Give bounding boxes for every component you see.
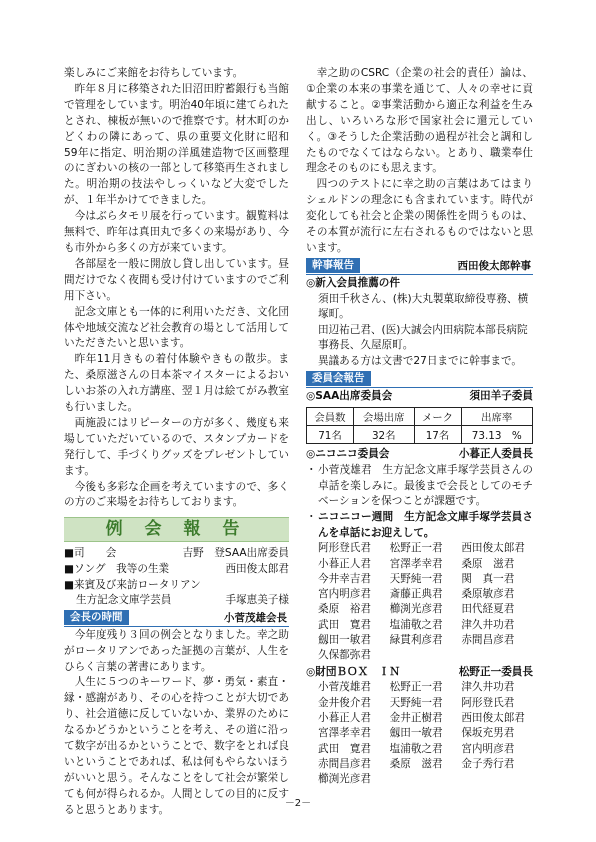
secretary-name: 西田俊太郎幹事 bbox=[457, 260, 531, 273]
left-column bbox=[64, 66, 289, 819]
member-name: 関 真一君 bbox=[461, 572, 515, 585]
role-value: 西田俊太郎君 bbox=[225, 562, 289, 575]
paragraph: 昨年11月きもの着付体験やきもの散歩。また、桑原滋さんの日本茶マイスターによるおいしいお茶の入れ方講座、翌１月は絵てがみ教室も行いました。 bbox=[64, 353, 289, 414]
president-name: 小菅茂雄会長 bbox=[224, 612, 287, 625]
member-name: 津久井功君 bbox=[461, 618, 515, 631]
member-name: 西田俊太郎君 bbox=[461, 711, 525, 724]
attendance-header-cell: 出席率 bbox=[461, 408, 533, 426]
attendance-header-row bbox=[307, 408, 533, 426]
niconico-item bbox=[306, 463, 533, 510]
president-section-tag: 会長の時間 bbox=[64, 610, 129, 625]
member-name: 櫛渕光彦君 bbox=[389, 603, 443, 616]
paragraph: 人生に５つのキーワード、夢・勇気・素直・縁・感謝があり、その心を持つことが大切であり、社会道徳に反していないか、業界のためになるかどうかということを考え、その道に沿って数字が出るかということで、数字をとれば良いということであれば、私は何もやらないほうがいいと思う。そんなことをして社会が繁栄しても何が得られるか。人間としての目的に反すると思うとあります。 bbox=[64, 676, 289, 816]
saa-committee-header bbox=[306, 389, 533, 405]
member-name: 赤間昌彦君 bbox=[318, 757, 371, 770]
niconico-item bbox=[306, 510, 533, 541]
meeting-roles bbox=[64, 546, 289, 593]
attendance-header-cell: 会員数 bbox=[307, 408, 354, 426]
attendance-value-cell: 32名 bbox=[354, 426, 415, 444]
member-name: 金井正樹君 bbox=[389, 711, 443, 724]
member-name: 松野正一君 bbox=[389, 542, 443, 555]
member-name: 桑原 滋君 bbox=[461, 557, 515, 570]
saa-committee-member: 須田羊子委員 bbox=[469, 389, 533, 402]
secretary-lines bbox=[306, 292, 533, 370]
attendance-value-cell: 71名 bbox=[307, 426, 354, 444]
attendance-table bbox=[306, 407, 533, 444]
guest-label: 生方記念文庫学芸員 bbox=[76, 594, 172, 607]
member-name: 武田 寛君 bbox=[318, 618, 371, 631]
right-column bbox=[306, 66, 533, 787]
member-name: 津久井功君 bbox=[461, 681, 515, 694]
paragraph: 昨年８月に移築された旧沼田貯蓄銀行も当館で管理をしています。明治40年頃に建てられたとされ、棟板が無いので推察です。材木町のかどくわの隣にあって、県の重要文化財に昭和59年に指定、明治期の洋風建造物で区画整理のにぎわいの核の一部として移築再生されました。明治期の技法やしっくいなど大変でしたが、１年半かけてできました。 bbox=[64, 82, 289, 207]
paragraph: 幸之助のCSRC（企業の社会的責任）論は、①企業の本来の事業を通じて、人々の幸せに貢献すること。②事業活動から適正な利益を生み出し、いろいろな形で国家社会に還元していく。③そうした企業活動の過程が社会と調和したものでなくてはならない。とあり、職業奉仕理念そのものにも思えます。 bbox=[306, 67, 533, 175]
attendance-header-cell: 会場出席 bbox=[354, 408, 415, 426]
member-name: 宮内明彦君 bbox=[318, 588, 371, 601]
niconico-item-text: ニコニコー週間 生方記念文庫手塚学芸員さんを卓話にお迎えして。 bbox=[318, 511, 533, 539]
guest-row bbox=[64, 593, 289, 609]
secretary-line: 須田千秋さん、(株)大丸製菓取締役専務、横塚町。 bbox=[318, 292, 529, 321]
paragraph: 記念文庫とも一体的に利用いただき、文化団体や地域交流など社会教育の場として活用していただきたいと思います。 bbox=[64, 305, 289, 350]
member-name bbox=[461, 772, 533, 787]
bullet: ・ bbox=[306, 464, 317, 477]
member-name: 小暮正人君 bbox=[318, 557, 371, 570]
niconico-items bbox=[306, 463, 533, 541]
right-intro-text bbox=[306, 66, 533, 257]
paragraph: 四つのテストにに幸之助の言葉はあてはまりシェルドンの理念にも含まれています。時代が変化しても社会と企業の関係性を問うものは、その本質が流行に左右されるものではないと思います。 bbox=[306, 178, 533, 254]
meeting-report-banner: 例 会 報 告 bbox=[64, 517, 289, 542]
paragraph: 今年度残り３回の例会となりました。幸之助がロータリアンであった証拠の言葉が、人生をひらく言葉の著書にあります。 bbox=[64, 628, 289, 673]
role-label: ■司 会 bbox=[64, 547, 117, 560]
member-name: 武田 寛君 bbox=[318, 742, 371, 755]
saa-committee-title: ◎SAA出席委員会 bbox=[306, 389, 393, 402]
left-intro-text bbox=[64, 66, 289, 511]
niconico-committee-title: ◎ニコニコ委員会 bbox=[306, 448, 390, 461]
member-name: 斎藤正典君 bbox=[389, 588, 443, 601]
secretary-line: 異議ある方は文書で27日までに幹事まで。 bbox=[318, 355, 522, 368]
member-name: 櫛渕光彦君 bbox=[318, 773, 371, 786]
member-name: 金子秀行君 bbox=[461, 757, 515, 770]
secretary-section-tag: 幹事報告 bbox=[306, 258, 360, 273]
paragraph: 今はぶらタモリ展を行っています。観覧料は無料で、昨年は真田丸で多くの来場があり、今も市外から多くの方が来ています。 bbox=[64, 210, 289, 254]
role-value: 吉野 登SAA出席委員 bbox=[182, 547, 289, 560]
member-name: 久保都弥君 bbox=[318, 649, 371, 662]
member-name: 田代経夏君 bbox=[461, 603, 515, 616]
attendance-value-cell: 17名 bbox=[414, 426, 461, 444]
paragraph: 今後も多彩な企画を考えていますので、多くの方のご来場をお待ちしております。 bbox=[64, 480, 289, 509]
role-row bbox=[64, 546, 289, 562]
paragraph: 両施設にはリピーターの方が多く、幾度も来場していただいているので、スタンプカードを発行して、手づくりグッズをプレゼントしています。 bbox=[64, 416, 289, 477]
committee-section-tag: 委員会報告 bbox=[306, 371, 371, 386]
member-name: 天野純一君 bbox=[389, 572, 443, 585]
member-name: 小暮正人君 bbox=[318, 711, 371, 724]
committee-section-header bbox=[306, 371, 533, 388]
president-section-header bbox=[64, 610, 289, 627]
box-names bbox=[306, 680, 533, 787]
member-name: 金井俊介君 bbox=[318, 696, 371, 709]
box-committee-title: ◎財団ＢＯＸ ＩＮ bbox=[306, 665, 400, 678]
paragraph: 楽しみにご来館をお待ちしています。 bbox=[64, 67, 244, 79]
secretary-topic: ◎新入会員推薦の件 bbox=[306, 276, 400, 289]
niconico-committee-header bbox=[306, 447, 533, 463]
member-name: 緑貫利彦君 bbox=[389, 633, 443, 646]
member-name: 今井幸吉君 bbox=[318, 572, 371, 585]
niconico-item-text: 小菅茂雄君 生方記念文庫手塚学芸員さんの卓話を楽しみに。最後まで会長としてのモチベーションを保つことが課題です。 bbox=[318, 464, 533, 508]
bullet: ・ bbox=[306, 511, 317, 524]
member-name: 阿形登氏君 bbox=[318, 542, 371, 555]
member-name: 桑原敏彦君 bbox=[461, 588, 515, 601]
box-committee-chair: 松野正一委員長 bbox=[458, 665, 533, 678]
member-name: 宮澤孝幸君 bbox=[389, 557, 443, 570]
page-number: －2－ bbox=[284, 798, 312, 809]
member-name: 小菅茂雄君 bbox=[318, 681, 371, 694]
member-name bbox=[390, 648, 462, 663]
member-name: 劔田一敏君 bbox=[318, 633, 371, 646]
attendance-value-row bbox=[307, 426, 533, 444]
secretary-line: 田辺祐己君、(医)大誠会内田病院本部長病院事務長、久屋原町。 bbox=[318, 323, 528, 352]
role-row bbox=[64, 562, 289, 578]
box-committee-header bbox=[306, 665, 533, 681]
attendance-value-cell: 73.13 % bbox=[461, 426, 533, 444]
secretary-section-header bbox=[306, 258, 533, 275]
member-name: 桑原 裕君 bbox=[318, 603, 371, 616]
member-name: 西田俊太郎君 bbox=[461, 542, 525, 555]
paragraph: 各部屋を一般に開放し貸し出しています。昼間だけでなく夜間も受け付けていますのでご利用下さい。 bbox=[64, 257, 289, 302]
member-name: 桑原 滋君 bbox=[389, 757, 443, 770]
member-name bbox=[461, 648, 533, 663]
member-name: 保坂充男君 bbox=[461, 727, 515, 740]
member-name: 宮澤孝幸君 bbox=[318, 727, 371, 740]
member-name: 松野正一君 bbox=[389, 681, 443, 694]
member-name: 劔田一敏君 bbox=[389, 727, 443, 740]
role-row bbox=[64, 578, 289, 594]
niconico-committee-chair: 小暮正人委員長 bbox=[458, 448, 533, 461]
member-name: 宮内明彦君 bbox=[461, 742, 515, 755]
member-name: 阿形登氏君 bbox=[461, 696, 515, 709]
niconico-names bbox=[306, 541, 533, 663]
member-name: 赤間昌彦君 bbox=[461, 633, 515, 646]
role-label: ■来賓及び来訪ロータリアン bbox=[64, 578, 201, 591]
member-name: 塩浦敬之君 bbox=[389, 618, 443, 631]
member-name: 天野純一君 bbox=[389, 696, 443, 709]
role-label: ■ソング 我等の生業 bbox=[64, 562, 170, 575]
member-name bbox=[390, 772, 462, 787]
guest-name: 手塚恵美子様 bbox=[225, 594, 289, 607]
attendance-header-cell: メーク bbox=[414, 408, 461, 426]
member-name: 塩浦敬之君 bbox=[389, 742, 443, 755]
president-text bbox=[64, 628, 289, 819]
